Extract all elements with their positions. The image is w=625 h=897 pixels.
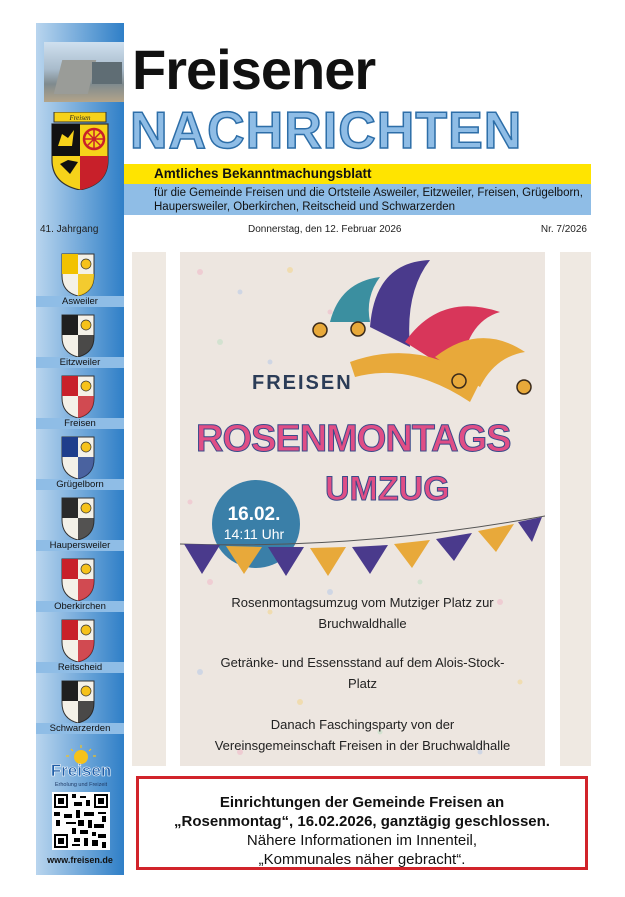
poster-title-line1: ROSENMONTAGS (196, 418, 511, 460)
poster-time: 14:11 Uhr (223, 526, 285, 542)
masthead-subtitle: Amtliches Bekanntmachungsblatt (154, 166, 372, 181)
poster-date-badge (206, 490, 302, 550)
village-crest-icon (60, 435, 96, 479)
freisen-brand-logo (44, 745, 118, 789)
poster-date: 16.02. (227, 504, 281, 525)
notice-body-2: „Kommunales näher gebracht“. (258, 851, 466, 868)
village-entry (36, 618, 124, 676)
qr-code (52, 792, 110, 850)
issue-volume: 41. Jahrgang (40, 224, 99, 235)
masthead-description: für die Gemeinde Freisen und die Ortsteile Asweiler, Eitzweiler, Freisen, Grügelborn, Haupersweiler, Oberkirchen, Reitscheid und Schwarzerden (154, 187, 583, 213)
village-crest-icon (60, 679, 96, 723)
poster-side-right (560, 252, 591, 766)
poster-line1a: Rosenmontagsumzug vom Mutziger Platz zur (231, 595, 494, 610)
masthead-title-top: Freisener (132, 38, 376, 101)
village-label: Schwarzerden (36, 723, 124, 734)
village-crest-icon (60, 374, 96, 418)
monument-shape (54, 60, 96, 94)
notice-heading-2: „Rosenmontag“, 16.02.2026, ganztägig geschlossen. (174, 813, 550, 830)
poster-town: FREISEN (252, 372, 353, 394)
building-shape (92, 62, 122, 84)
freisen-coat-of-arms (48, 112, 112, 190)
village-crest-icon (60, 313, 96, 357)
village-label: Reitscheid (36, 662, 124, 673)
village-label: Eitzweiler (36, 357, 124, 368)
village-entry (36, 679, 124, 737)
closure-notice (136, 776, 588, 870)
village-label: Grügelborn (36, 479, 124, 490)
poster-line1b: Bruchwaldhalle (318, 616, 407, 631)
notice-heading-1: Einrichtungen der Gemeinde Freisen an (219, 794, 505, 811)
village-entry (36, 313, 124, 371)
village-entry (36, 374, 124, 432)
village-label: Oberkirchen (36, 601, 124, 612)
issue-date: Donnerstag, den 12. Februar 2026 (248, 224, 402, 235)
carnival-poster (180, 252, 545, 766)
village-label: Haupersweiler (36, 540, 124, 551)
notice-body-1: Nähere Informationen im Innenteil, (246, 832, 478, 849)
village-crest-icon (60, 618, 96, 662)
village-crest-icon (60, 557, 96, 601)
poster-line2a: Getränke- und Essensstand auf dem Alois-Stock- (220, 655, 505, 670)
poster-line2b: Platz (348, 676, 377, 691)
village-entry (36, 496, 124, 554)
village-crest-icon (60, 496, 96, 540)
village-label: Freisen (36, 418, 124, 429)
poster-side-left (132, 252, 166, 766)
poster-line3a: Danach Faschingsparty von der (270, 717, 455, 732)
coat-label: Freisen (69, 114, 91, 122)
village-label: Asweiler (36, 296, 124, 307)
issue-info-row (36, 224, 591, 238)
poster-title-line2: UMZUG (325, 470, 450, 508)
poster-line3b: Vereinsgemeinschaft Freisen in der Bruchwaldhalle (214, 738, 511, 753)
brand-logo-text: Freisen (50, 761, 112, 780)
village-entry (36, 252, 124, 310)
header-photo (44, 42, 124, 102)
village-entry (36, 557, 124, 615)
village-crest-icon (60, 252, 96, 296)
website-link[interactable]: www.freisen.de (47, 855, 113, 865)
issue-number: Nr. 7/2026 (540, 224, 587, 235)
masthead-title-bottom: NACHRICHTEN (130, 102, 523, 160)
village-entry (36, 435, 124, 493)
brand-tagline: Erholung und Freizeit (54, 782, 108, 788)
